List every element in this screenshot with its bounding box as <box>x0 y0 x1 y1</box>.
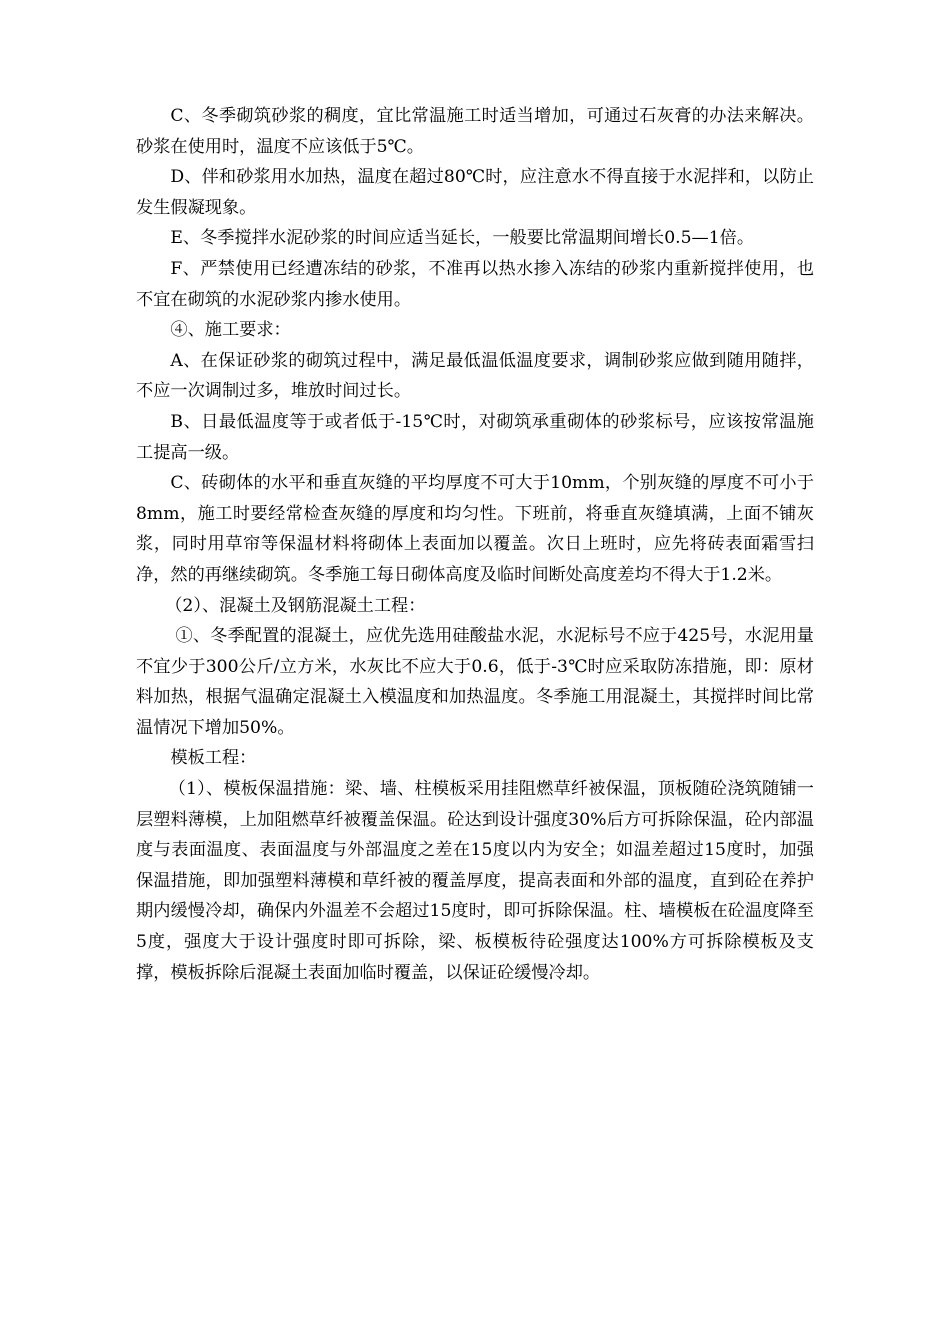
paragraph-formwork-insulation: （1）、模板保温措施：梁、墙、柱模板采用挂阻燃草纤被保温，顶板随砼浇筑随铺一层塑料薄模，上加阻燃草纤被覆盖保温。砼达到设计强度30%后方可拆除保温，砼内部温度与表面温度、表面温度与外部温度之差在15度以内为安全；如温差超过15度时，加强保温措施，即加强塑料薄模和草纤被的覆盖厚度，提高表面和外部的温度，直到砼在养护期内缓慢冷却，确保内外温差不会超过15度时，即可拆除保温。柱、墙模板在砼温度降至5度，强度大于设计强度时即可拆除，梁、板模板待砼强度达100%方可拆除模板及支撑，模板拆除后混凝土表面加临时覆盖，以保证砼缓慢冷却。 <box>136 779 814 983</box>
heading-concrete-works: （2）、混凝土及钢筋混凝土工程： <box>165 595 426 616</box>
heading-construction-requirements: ④、施工要求： <box>170 320 291 341</box>
paragraph-water-heating: D、伴和砂浆用水加热，温度在超过80℃时，应注意水不得直接于水泥拌和，以防止发生假凝现象。 <box>136 167 814 218</box>
paragraph-requirement-c: C、砖砌体的水平和垂直灰缝的平均厚度不可大于10mm，个别灰缝的厚度不可小于8mm，施工时要经常检查灰缝的厚度和均匀性。下班前，将垂直灰缝填满，上面不铺灰浆，同时用草帘等保温材料将砌体上表面加以覆盖。次日上班时，应先将砖表面霜雪扫净，然的再继续砌筑。冬季施工每日砌体高度及临时间断处高度差均不得大于1.2米。 <box>136 473 814 585</box>
paragraph-mortar-consistency: C、冬季砌筑砂浆的稠度，宜比常温施工时适当增加，可通过石灰膏的办法来解决。砂浆在使用时，温度不应该低于5℃。 <box>136 106 814 157</box>
paragraph-requirement-a: A、在保证砂浆的砌筑过程中，满足最低温低温度要求，调制砂浆应做到随用随拌，不应一次调制过多，堆放时间过长。 <box>136 350 814 402</box>
heading-formwork: 模板工程： <box>170 748 257 769</box>
paragraph-mixing-time: E、冬季搅拌水泥砂浆的时间应适当延长，一般要比常温期间增长0.5—1倍。 <box>170 228 755 249</box>
paragraph-frozen-mortar: F、严禁使用已经遭冻结的砂浆，不准再以热水掺入冻结的砂浆内重新搅拌使用，也不宜在砌筑的水泥砂浆内掺水使用。 <box>136 258 814 310</box>
paragraph-winter-concrete: ①、冬季配置的混凝土，应优先选用硅酸盐水泥，水泥标号不应于425号，水泥用量不宜少于300公斤/立方米，水灰比不应大于0.6，低于-3℃时应采取防冻措施，即：原材料加热，根据气温确定混凝土入模温度和加热温度。冬季施工用混凝土，其搅拌时间比常温情况下增加50%。 <box>136 626 814 738</box>
paragraph-requirement-b: B、日最低温度等于或者低于-15℃时，对砌筑承重砌体的砂浆标号，应该按常温施工提高一级。 <box>136 411 814 463</box>
